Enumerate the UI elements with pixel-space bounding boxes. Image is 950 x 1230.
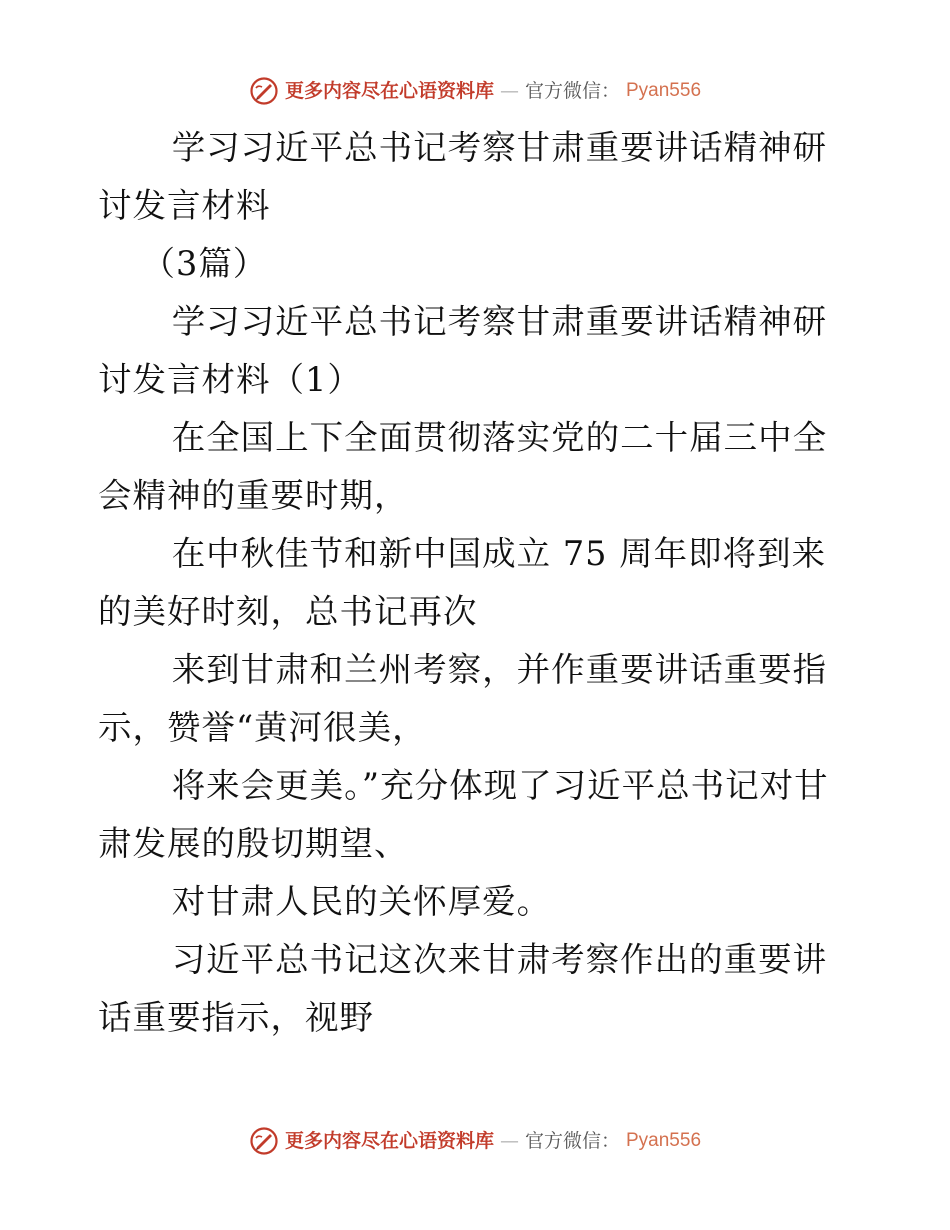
- paragraph: 来到甘肃和兰州考察，并作重要讲话重要指示，赞誉“黄河很美，: [98, 650, 828, 747]
- watermark-dash: —: [499, 80, 519, 102]
- document-title: 学习习近平总书记考察甘肃重要讲话精神研讨发言材料: [98, 128, 828, 225]
- header-watermark: [0, 76, 950, 106]
- footer-watermark: [0, 1126, 950, 1156]
- watermark-dash: —: [499, 1130, 519, 1152]
- section-title: 学习习近平总书记考察甘肃重要讲话精神研讨发言材料（1）: [98, 302, 828, 399]
- watermark-wechat-id: Pyan556: [626, 1130, 702, 1151]
- paragraph: 对甘肃人民的关怀厚爱。: [171, 882, 552, 921]
- paragraph: 在中秋佳节和新中国成立 75 周年即将到来的美好时刻，总书记再次: [98, 534, 827, 631]
- document-body: [98, 119, 850, 1047]
- paragraph: 习近平总书记这次来甘肃考察作出的重要讲话重要指示，视野: [98, 940, 828, 1037]
- watermark-brand-text: 更多内容尽在心语资料库: [284, 1130, 494, 1152]
- document-subtitle: （3篇）: [141, 244, 268, 283]
- paragraph: 在全国上下全面贯彻落实党的二十届三中全会精神的重要时期，: [98, 418, 828, 515]
- quill-logo-icon: [249, 76, 279, 106]
- quill-logo-icon: [249, 1126, 279, 1156]
- paragraph: 将来会更美。”充分体现了习近平总书记对甘肃发展的殷切期望、: [98, 766, 829, 863]
- watermark-prefix-text: 官方微信：: [524, 80, 620, 102]
- watermark-prefix-text: 官方微信：: [524, 1130, 620, 1152]
- watermark-wechat-id: Pyan556: [626, 80, 702, 101]
- watermark-brand-text: 更多内容尽在心语资料库: [284, 80, 494, 102]
